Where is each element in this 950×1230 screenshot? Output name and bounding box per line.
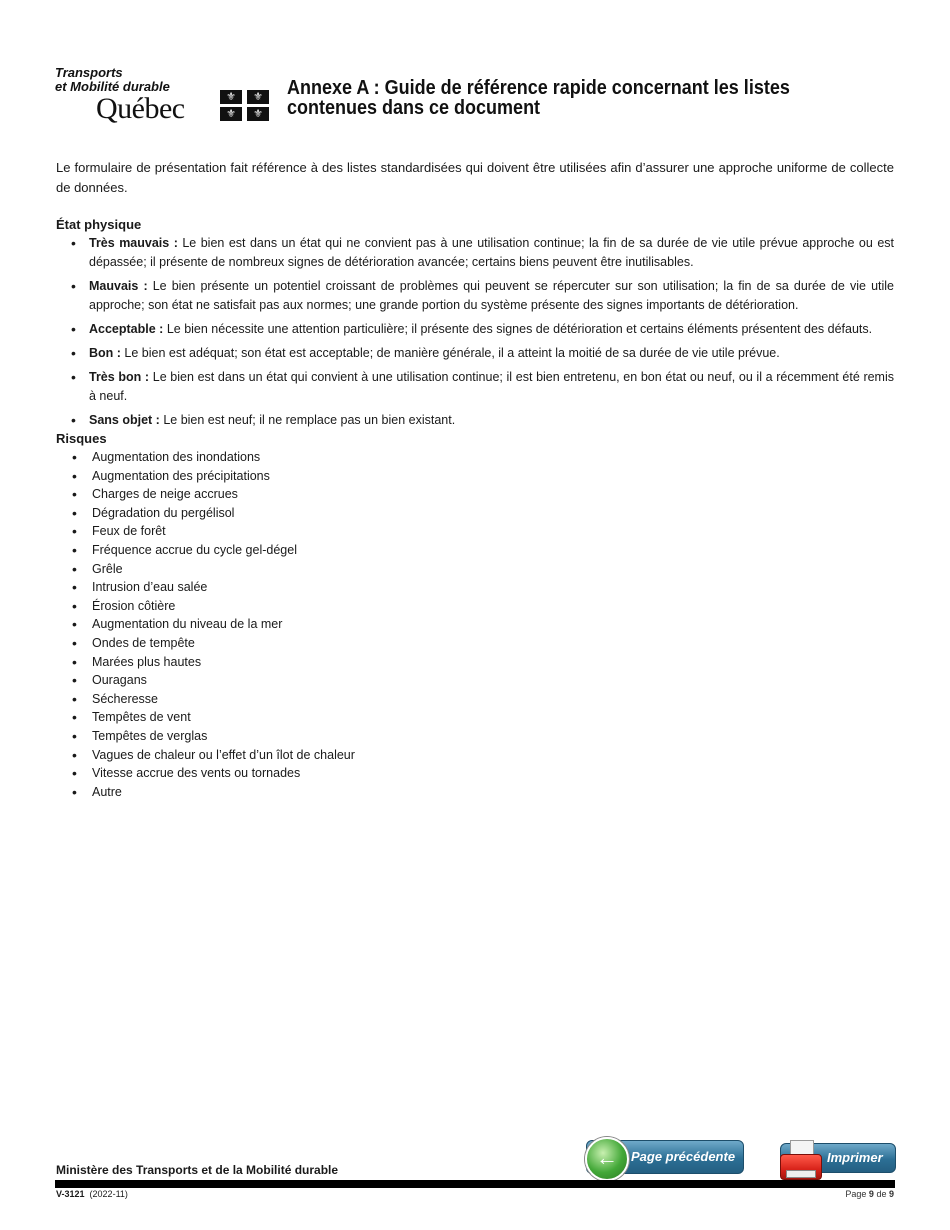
risque-item: • Érosion côtière	[56, 597, 556, 616]
etat-description: Le bien présente un potentiel croissant de problèmes qui peuvent se répercuter sur son utilisation; la fin de sa durée de vie utile approche; son état ne satisfait pas aux normes; une grande portion du système présente des signes importants de détérioration.	[89, 279, 895, 312]
risque-item: • Ondes de tempête	[56, 634, 556, 653]
etat-physique-heading: État physique	[56, 217, 142, 232]
risque-item: • Fréquence accrue du cycle gel-dégel	[56, 541, 556, 560]
page-number	[845, 1189, 894, 1200]
etat-term: Bon :	[89, 346, 121, 360]
risque-item: • Tempêtes de verglas	[56, 727, 556, 746]
etat-item	[56, 368, 894, 406]
risque-item: • Vagues de chaleur ou l’effet d’un îlot de chaleur	[56, 746, 556, 765]
risque-item: • Sécheresse	[56, 690, 556, 709]
page-title: Annexe A : Guide de référence rapide concernant les listes contenues dans ce document	[287, 77, 790, 119]
etat-term: Très bon :	[89, 370, 150, 384]
risque-item: • Vitesse accrue des vents ou tornades	[56, 764, 556, 783]
etat-description: Le bien est adéquat; son état est acceptable; de manière générale, il a atteint la moitié de sa durée de vie utile prévue.	[120, 346, 780, 360]
etat-description: Le bien nécessite une attention particulière; il présente des signes de détérioration et certains éléments présentent des défauts.	[163, 322, 873, 336]
risque-item: • Intrusion d’eau salée	[56, 578, 556, 597]
form-date: (2022-11)	[89, 1189, 128, 1199]
fleur-de-lis-icon: ⚜	[220, 90, 242, 104]
fleur-de-lis-icon: ⚜	[220, 107, 242, 121]
fleur-de-lis-icon: ⚜	[247, 107, 269, 121]
page-of: de	[876, 1189, 887, 1199]
fleur-de-lis-icon: ⚜	[247, 90, 269, 104]
ministry-logo	[55, 66, 275, 126]
risque-item: • Ouragans	[56, 671, 556, 690]
risques-heading: Risques	[56, 431, 107, 446]
etat-physique-list	[56, 234, 894, 435]
etat-description: Le bien est neuf; il ne remplace pas un bien existant.	[159, 413, 456, 427]
etat-term: Sans objet :	[89, 413, 160, 427]
page-current: 9	[868, 1189, 874, 1199]
etat-term: Très mauvais :	[89, 236, 178, 250]
page-word: Page	[845, 1189, 867, 1199]
logo-line-1: Transports	[55, 65, 123, 80]
printer-icon[interactable]	[778, 1140, 822, 1184]
page-total: 9	[888, 1189, 894, 1199]
etat-item	[56, 234, 894, 272]
risque-item: • Augmentation du niveau de la mer	[56, 615, 556, 634]
print-label: Imprimer	[827, 1150, 883, 1165]
risque-item: • Charges de neige accrues	[56, 485, 556, 504]
risque-item: • Augmentation des précipitations	[56, 467, 556, 486]
risque-item: • Augmentation des inondations	[56, 448, 556, 467]
etat-item	[56, 411, 894, 430]
intro-paragraph: Le formulaire de présentation fait référence à des listes standardisées qui doivent être utilisées afin d’assurer une approche uniforme de collecte de données.	[56, 160, 894, 195]
logo-quebec-wordmark: Québec	[96, 92, 185, 125]
etat-item	[56, 277, 894, 315]
ministry-name: Ministère des Transports et de la Mobilité durable	[56, 1163, 339, 1177]
etat-description: Le bien est dans un état qui ne convient pas à une utilisation continue; la fin de sa durée de vie utile prévue approche ou est dépassée; il présente de nombreux signes de détérioration avancée; certains biens peuvent être inutilisables.	[89, 236, 894, 269]
risque-item: • Marées plus hautes	[56, 653, 556, 672]
quebec-flag-icon	[220, 90, 270, 122]
risque-item: • Autre	[56, 783, 556, 802]
risques-list	[56, 448, 556, 801]
risque-item: • Tempêtes de vent	[56, 708, 556, 727]
form-code	[56, 1189, 128, 1200]
etat-item	[56, 320, 894, 339]
previous-page-label: Page précédente	[631, 1149, 736, 1164]
etat-term: Mauvais :	[89, 279, 148, 293]
etat-term: Acceptable :	[89, 322, 164, 336]
footer-divider	[55, 1180, 895, 1188]
logo-line-2: et Mobilité durable	[55, 79, 170, 94]
form-number: V-3121	[56, 1189, 85, 1199]
back-arrow-icon: ←	[585, 1137, 629, 1181]
etat-item	[56, 344, 894, 363]
previous-page-button[interactable]	[586, 1140, 744, 1174]
risque-item: • Feux de forêt	[56, 522, 556, 541]
risque-item: • Grêle	[56, 560, 556, 579]
etat-description: Le bien est dans un état qui convient à une utilisation continue; il est bien entretenu, en bon état ou neuf, ou il a récemment été remis à neuf.	[89, 370, 894, 403]
risque-item: • Dégradation du pergélisol	[56, 504, 556, 523]
